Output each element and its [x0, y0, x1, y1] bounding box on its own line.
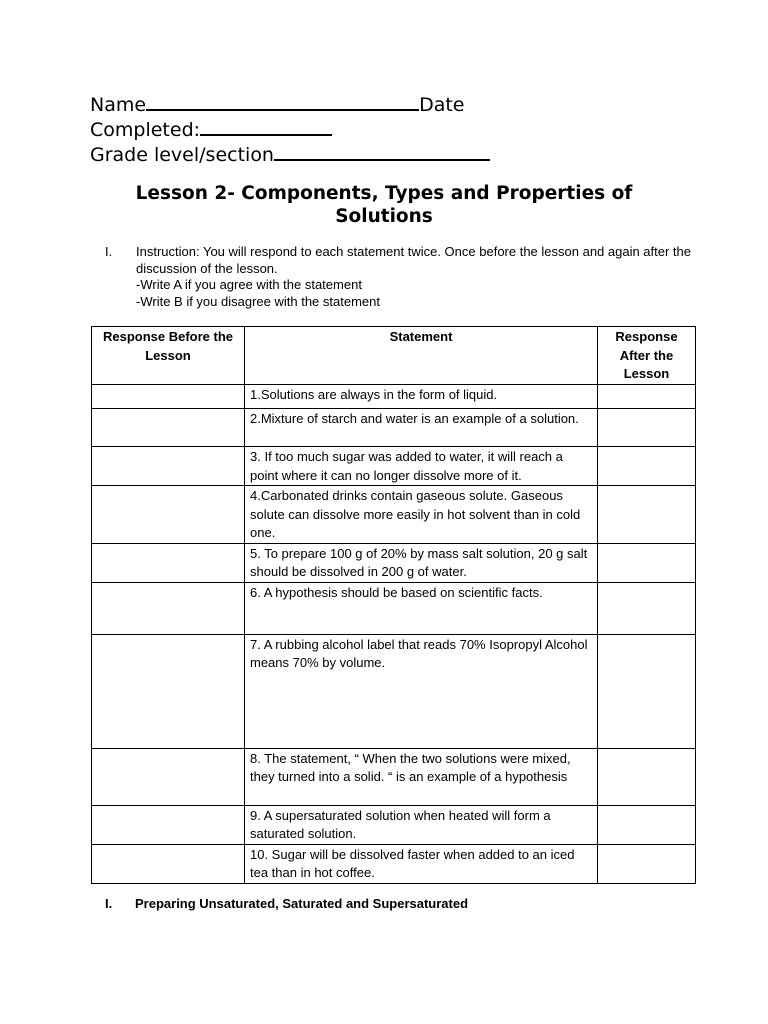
instruction-text: Instruction: You will respond to each statement twice. Once before the lesson and again after the discussion of the lesson.	[136, 244, 692, 276]
student-info-block	[90, 92, 490, 167]
name-blank[interactable]	[146, 92, 419, 111]
response-after-cell[interactable]	[598, 385, 696, 409]
response-table	[91, 326, 696, 884]
completed-line	[90, 117, 490, 142]
response-before-cell[interactable]	[92, 447, 245, 486]
response-after-cell[interactable]	[598, 634, 696, 748]
table-row	[92, 385, 696, 409]
response-before-cell[interactable]	[92, 748, 245, 805]
statement-cell: 4.Carbonated drinks contain gaseous solute. Gaseous solute can dissolve more easily in hot solvent than in cold one.	[245, 486, 598, 544]
response-before-cell[interactable]	[92, 634, 245, 748]
date-label: Date	[419, 94, 465, 116]
table-row	[92, 543, 696, 582]
table-row	[92, 748, 696, 805]
instruction-agree: -Write A if you agree with the statement	[136, 277, 362, 292]
statement-cell: 3. If too much sugar was added to water, it will reach a point where it can no longer dissolve more of it.	[245, 447, 598, 486]
response-after-cell[interactable]	[598, 582, 696, 634]
response-after-cell[interactable]	[598, 447, 696, 486]
grade-blank[interactable]	[274, 142, 490, 161]
response-before-cell[interactable]	[92, 385, 245, 409]
statement-cell: 5. To prepare 100 g of 20% by mass salt solution, 20 g salt should be dissolved in 200 g of water.	[245, 543, 598, 582]
statement-cell: 6. A hypothesis should be based on scientific facts.	[245, 582, 598, 634]
table-row	[92, 486, 696, 544]
response-after-cell[interactable]	[598, 486, 696, 544]
response-before-cell[interactable]	[92, 844, 245, 883]
name-date-line	[90, 92, 490, 117]
response-before-cell[interactable]	[92, 486, 245, 544]
section-label: Preparing Unsaturated, Saturated and Supersaturated	[135, 896, 469, 911]
response-before-cell[interactable]	[92, 543, 245, 582]
table-row	[92, 447, 696, 486]
grade-label: Grade level/section	[90, 144, 274, 166]
response-before-cell[interactable]	[92, 582, 245, 634]
statement-cell: 7. A rubbing alcohol label that reads 70% Isopropyl Alcohol means 70% by volume.	[245, 634, 598, 748]
instruction-body	[136, 244, 696, 310]
header-statement: Statement	[245, 327, 598, 385]
table-row	[92, 805, 696, 844]
statement-cell: 1.Solutions are always in the form of liquid.	[245, 385, 598, 409]
response-before-cell[interactable]	[92, 409, 245, 447]
response-before-cell[interactable]	[92, 805, 245, 844]
instruction-disagree: -Write B if you disagree with the statement	[136, 293, 380, 309]
table-row	[92, 634, 696, 748]
response-after-cell[interactable]	[598, 805, 696, 844]
statement-cell: 9. A supersaturated solution when heated will form a saturated solution.	[245, 805, 598, 844]
completed-blank[interactable]	[200, 117, 332, 136]
table-header-row	[92, 327, 696, 385]
statement-cell: 2.Mixture of starch and water is an example of a solution.	[245, 409, 598, 447]
table-row	[92, 409, 696, 447]
section-number: I.	[105, 896, 113, 911]
instruction-number: I.	[105, 244, 113, 259]
table-row	[92, 844, 696, 883]
header-response-before: Response Before the Lesson	[92, 327, 245, 385]
name-label: Name	[90, 94, 147, 116]
response-after-cell[interactable]	[598, 409, 696, 447]
statement-cell: 8. The statement, “ When the two solutions were mixed, they turned into a solid. “ is an example of a hypothesis	[245, 748, 598, 805]
response-after-cell[interactable]	[598, 748, 696, 805]
statement-cell: 10. Sugar will be dissolved faster when added to an iced tea than in hot coffee.	[245, 844, 598, 883]
table-row	[92, 582, 696, 634]
lesson-title: Lesson 2- Components, Types and Properties of Solutions	[135, 183, 633, 227]
completed-label: Completed:	[90, 119, 201, 141]
response-after-cell[interactable]	[598, 844, 696, 883]
grade-line	[90, 142, 490, 167]
header-response-after: Response After the Lesson	[598, 327, 696, 385]
response-after-cell[interactable]	[598, 543, 696, 582]
